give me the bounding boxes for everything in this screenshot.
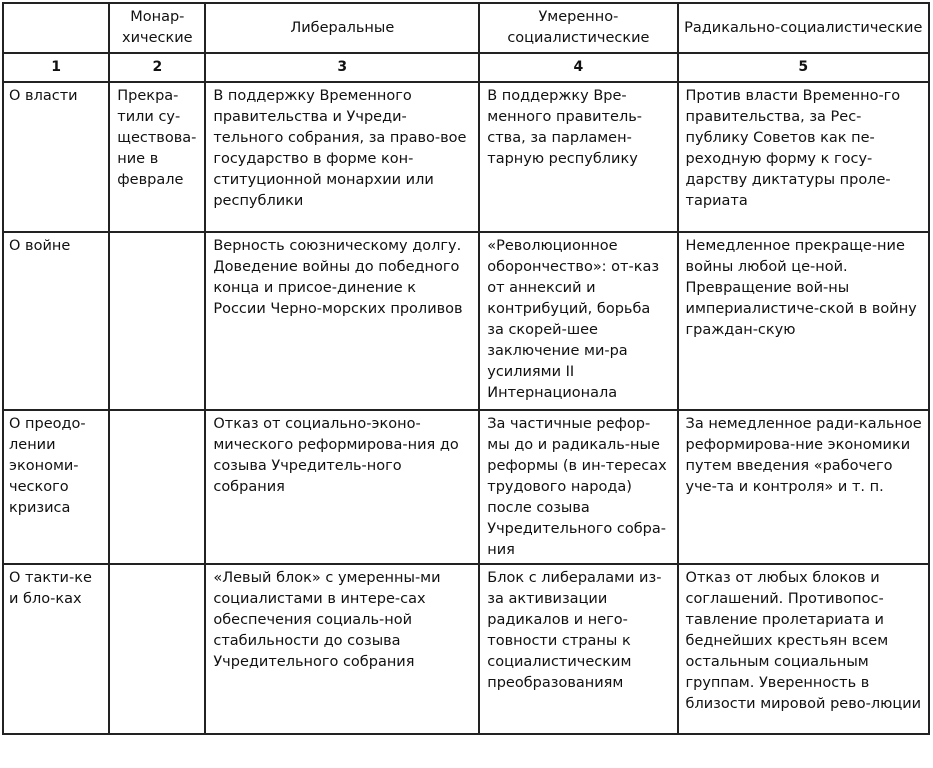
- header-moderate-socialist: Умеренно-социалистические: [479, 3, 677, 53]
- cell-liberal: «Левый блок» с умеренны-ми социалистами в интере-сах обеспечения социаль-ной стабильности до созыва Учредительного собрания: [205, 564, 479, 734]
- column-number: 3: [205, 53, 479, 82]
- cell-liberal: Верность союзническому долгу. Доведение войны до победного конца и присое-динение к России Черно-морских проливов: [205, 232, 479, 410]
- cell-monarchic: Прекра-тили су-ществова-ние в феврале: [109, 82, 205, 232]
- row-label: О войне: [3, 232, 109, 410]
- cell-liberal: Отказ от социально-эконо-мического реформирова-ния до созыва Учредитель-ного собрания: [205, 410, 479, 564]
- cell-radical: Против власти Временно-го правительства, за Рес-публику Советов как пе-реходную форму к госу-дарству диктатуры проле-тариата: [678, 82, 929, 232]
- cell-monarchic: [109, 564, 205, 734]
- cell-radical: За немедленное ради-кальное реформирова-ние экономики путем введения «рабочего уче-та и контроля» и т. п.: [678, 410, 929, 564]
- political-positions-table: [2, 2, 930, 735]
- column-number: 1: [3, 53, 109, 82]
- cell-moderate: «Революционное оборончество»: от-каз от аннексий и контрибуций, борьба за скорей-шее заключение ми-ра усилиями II Интернационала: [479, 232, 677, 410]
- cell-monarchic: [109, 232, 205, 410]
- cell-monarchic: [109, 410, 205, 564]
- table-row: [3, 564, 929, 734]
- cell-radical: Отказ от любых блоков и соглашений. Противопос-тавление пролетариата и беднейших крестьян всем остальным социальным группам. Уверенность в близости мировой рево-люции: [678, 564, 929, 734]
- column-number-row: [3, 53, 929, 82]
- column-number: 2: [109, 53, 205, 82]
- cell-liberal: В поддержку Временного правительства и Учреди-тельного собрания, за право-вое государство в форме кон-ституционной монархии или республики: [205, 82, 479, 232]
- table-row: [3, 410, 929, 564]
- header-radical-socialist: Радикально-социалистические: [678, 3, 929, 53]
- cell-moderate: В поддержку Вре-менного правитель-ства, за парламен-тарную республику: [479, 82, 677, 232]
- header-row: [3, 3, 929, 53]
- table-row: [3, 82, 929, 232]
- cell-moderate: За частичные рефор-мы до и радикаль-ные реформы (в ин-тересах трудового народа) после созыва Учредительного собра-ния: [479, 410, 677, 564]
- header-monarchic: Монар-хические: [109, 3, 205, 53]
- cell-moderate: Блок с либералами из-за активизации радикалов и него-товности страны к социалистическим преобразованиям: [479, 564, 677, 734]
- table-row: [3, 232, 929, 410]
- cell-radical: Немедленное прекраще-ние войны любой це-ной. Превращение вой-ны империалистиче-ской в войну граждан-скую: [678, 232, 929, 410]
- header-empty: [3, 3, 109, 53]
- row-label: О такти-ке и бло-ках: [3, 564, 109, 734]
- header-liberal: Либеральные: [205, 3, 479, 53]
- row-label: О власти: [3, 82, 109, 232]
- column-number: 5: [678, 53, 929, 82]
- row-label: О преодо-лении экономи-ческого кризиса: [3, 410, 109, 564]
- column-number: 4: [479, 53, 677, 82]
